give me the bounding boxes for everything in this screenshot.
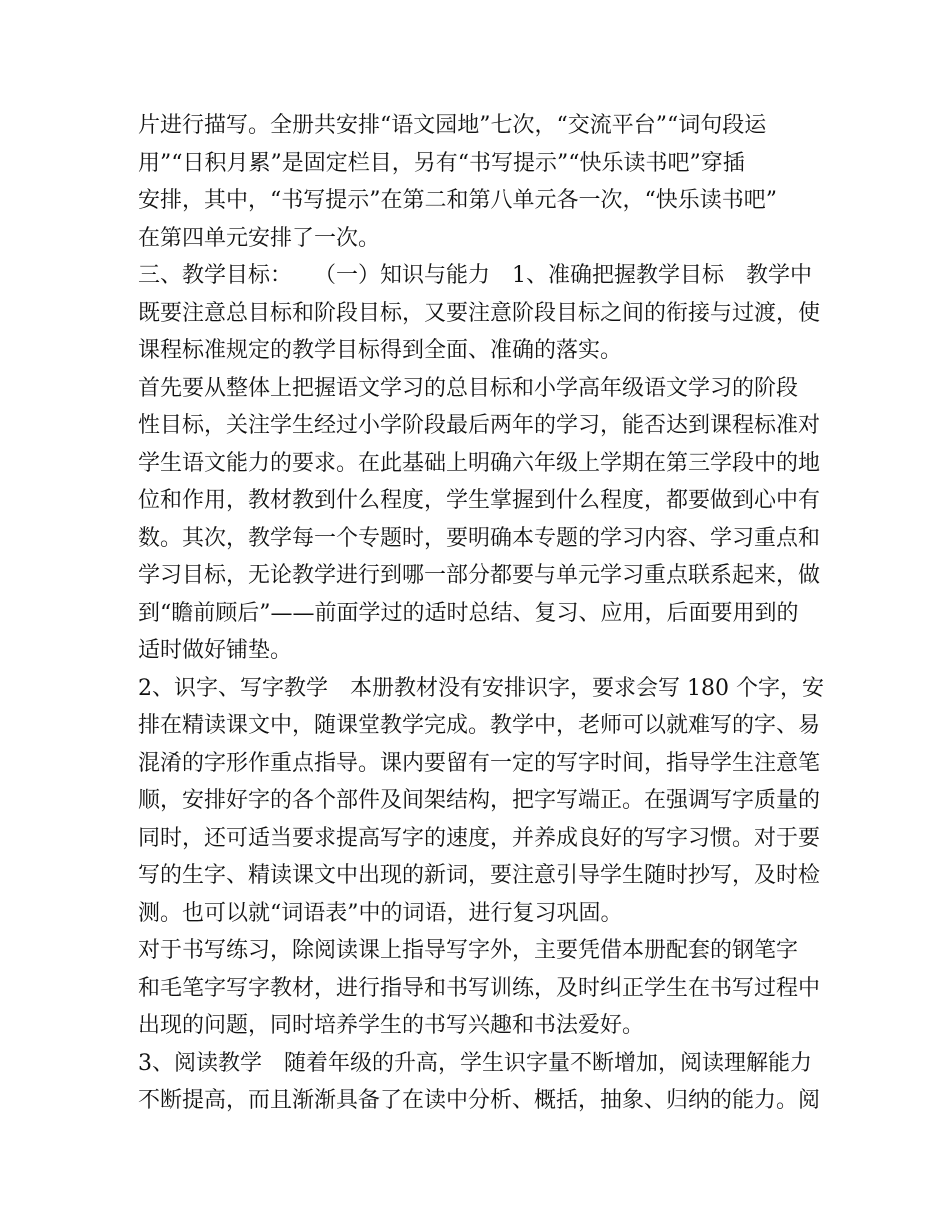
text-line: 同时，还可适当要求提高写字的速度，并养成良好的写字习惯。对于要 xyxy=(138,825,821,851)
text-line: 到“瞻前顾后”——前面学过的适时总结、复习、应用，后面要用到的 xyxy=(138,600,799,626)
subsection-line: 2、识字、写字教学 本册教材没有安排识字，要求会写 180 个字，安 xyxy=(138,675,824,701)
text-line: 片进行描写。全册共安排“语文园地”七次，“交流平台”“词句段运 xyxy=(138,113,767,138)
text-line: 和毛笔字写字教材，进行指导和书写训练，及时纠正学生在书写过程中 xyxy=(138,975,821,1001)
text-line: 课程标准规定的教学目标得到全面、准确的落实。 xyxy=(138,338,623,363)
text-line: 出现的问题，同时培养学生的书写兴趣和书法爱好。 xyxy=(138,1013,645,1038)
text-line: 学生语文能力的要求。在此基础上明确六年级上学期在第三学段中的地 xyxy=(138,450,821,476)
text-line: 测。也可以就“词语表”中的词语，进行复习巩固。 xyxy=(138,900,623,926)
text-line: 排在精读课文中，随课堂教学完成。教学中，老师可以就难写的字、易 xyxy=(138,713,821,738)
text-line: 对于书写练习，除阅读课上指导写字外，主要凭借本册配套的钢笔字 xyxy=(138,938,799,963)
text-line: 写的生字、精读课文中出现的新词，要注意引导学生随时抄写，及时检 xyxy=(138,863,821,888)
subsection-line: 3、阅读教学 随着年级的升高，学生识字量不断增加，阅读理解能力 xyxy=(138,1050,812,1076)
text-line: 顺，安排好字的各个部件及间架结构，把字写端正。在强调写字质量的 xyxy=(138,788,821,813)
text-line: 位和作用，教材教到什么程度，学生掌握到什么程度，都要做到心中有 xyxy=(138,488,821,513)
text-line: 不断提高，而且渐渐具备了在读中分析、概括，抽象、归纳的能力。阅 xyxy=(138,1088,821,1113)
text-line: 用”“日积月累”是固定栏目，另有“书写提示”“快乐读书吧”穿插 xyxy=(138,150,745,176)
text-line: 数。其次，教学每一个专题时，要明确本专题的学习内容、学习重点和 xyxy=(138,525,821,551)
text-line: 既要注意总目标和阶段目标，又要注意阶段目标之间的衔接与过渡，使 xyxy=(138,300,821,326)
text-line: 混淆的字形作重点指导。课内要留有一定的写字时间，指导学生注意笔 xyxy=(138,750,821,776)
text-line: 在第四单元安排了一次。 xyxy=(138,225,381,251)
text-line: 适时做好铺垫。 xyxy=(138,638,293,663)
text-line: 安排，其中，“书写提示”在第二和第八单元各一次，“快乐读书吧” xyxy=(138,188,777,213)
text-line: 性目标，关注学生经过小学阶段最后两年的学习，能否达到课程标准对 xyxy=(138,413,821,438)
document-body xyxy=(138,107,824,1120)
section-heading-line: 三、教学目标： （一）知识与能力 1、准确把握教学目标 教学中 xyxy=(138,263,812,288)
text-line: 首先要从整体上把握语文学习的总目标和小学高年级语文学习的阶段 xyxy=(138,375,799,401)
text-line: 学习目标，无论教学进行到哪一部分都要与单元学习重点联系起来，做 xyxy=(138,563,821,588)
